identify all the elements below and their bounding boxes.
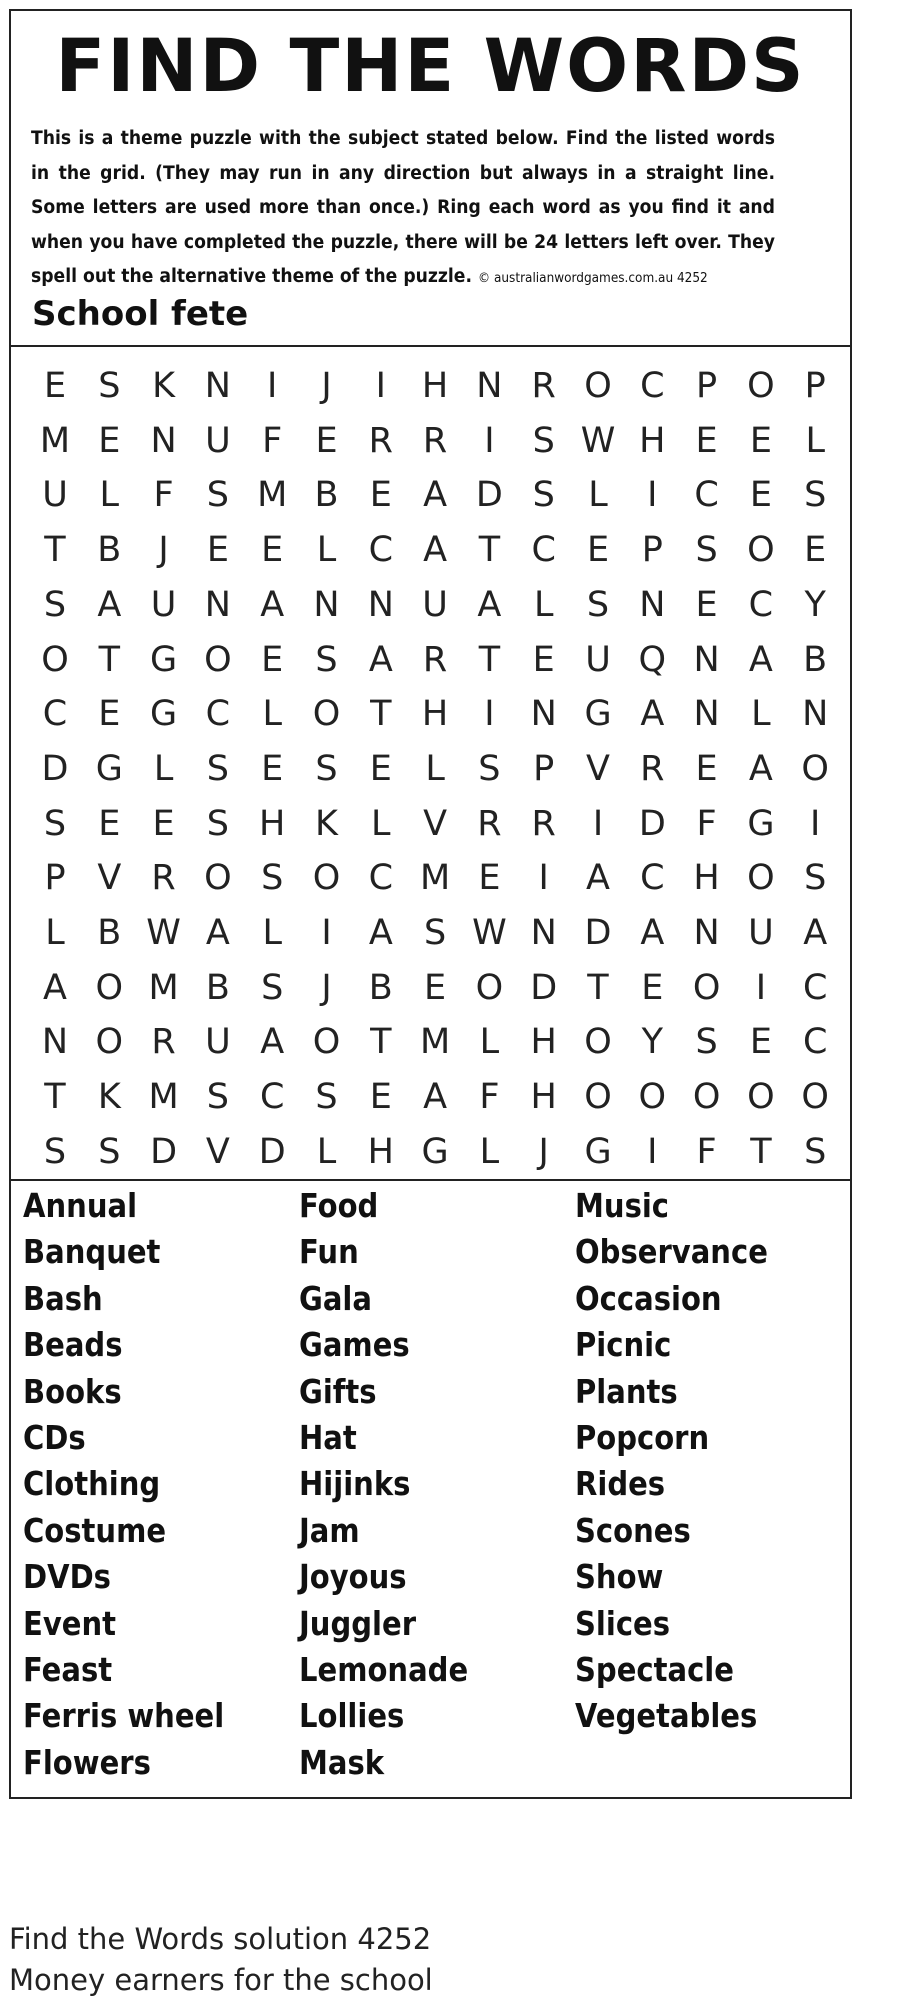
grid-letter[interactable]: G xyxy=(747,803,775,844)
grid-letter[interactable]: L xyxy=(99,475,120,516)
word-list-item: Fun xyxy=(299,1232,359,1272)
grid-letter[interactable]: P xyxy=(804,366,826,406)
grid-letter[interactable]: R xyxy=(151,858,176,899)
grid-letter[interactable]: H xyxy=(693,858,720,899)
grid-letter[interactable]: T xyxy=(44,530,66,571)
word-list-item: Games xyxy=(299,1325,410,1365)
grid-letter[interactable]: U xyxy=(150,584,177,625)
grid-letter[interactable]: A xyxy=(43,967,67,1008)
grid-letter[interactable]: H xyxy=(259,803,286,844)
grid-letter[interactable]: U xyxy=(205,420,231,461)
grid-letter[interactable]: J xyxy=(321,366,332,406)
grid-letter[interactable]: O xyxy=(312,1022,341,1063)
grid-letter[interactable]: H xyxy=(421,694,449,735)
grid-letter[interactable]: N xyxy=(41,1022,69,1063)
grid-letter[interactable]: U xyxy=(585,639,611,680)
word-list-item: Ferris wheel xyxy=(23,1696,225,1736)
grid-letter[interactable]: J xyxy=(321,967,332,1008)
grid-letter[interactable]: S xyxy=(695,530,718,571)
grid-letter[interactable]: O xyxy=(475,967,504,1008)
word-list-item: CDs xyxy=(23,1418,86,1457)
grid-letter[interactable]: A xyxy=(260,584,285,625)
grid-letter[interactable]: R xyxy=(531,803,556,844)
grid-letter[interactable]: S xyxy=(804,858,827,899)
grid-letter[interactable]: G xyxy=(584,1131,612,1172)
grid-letter[interactable]: A xyxy=(748,748,773,789)
grid-letter[interactable]: A xyxy=(586,858,610,899)
grid-letter[interactable]: K xyxy=(315,803,338,844)
grid-letter[interactable]: L xyxy=(533,584,554,625)
grid-letter[interactable]: S xyxy=(423,913,447,953)
grid-letter[interactable]: F xyxy=(262,420,283,461)
word-puzzle xyxy=(9,9,852,1799)
grid-letter[interactable]: B xyxy=(803,639,828,680)
grid-letter[interactable]: L xyxy=(371,803,391,844)
word-list-item: Mask xyxy=(299,1742,385,1782)
grid-letter[interactable]: S xyxy=(586,584,610,625)
grid-letter[interactable]: I xyxy=(375,366,386,406)
letter-grid xyxy=(20,346,830,1172)
word-list-item: Popcorn xyxy=(575,1418,710,1457)
grid-letter[interactable]: E xyxy=(98,803,121,844)
puzzle-title: FIND THE WORDS xyxy=(55,24,806,109)
word-list-item: Rides xyxy=(575,1464,666,1504)
grid-letter[interactable]: F xyxy=(153,475,174,516)
grid-letter[interactable]: I xyxy=(647,475,658,516)
grid-letter[interactable]: O xyxy=(41,639,69,680)
word-list-item: Gifts xyxy=(299,1371,377,1411)
grid-letter[interactable]: L xyxy=(588,475,608,516)
grid-letter[interactable]: E xyxy=(98,694,121,735)
grid-letter[interactable]: O xyxy=(584,366,612,406)
grid-letter[interactable]: S xyxy=(98,1131,121,1172)
grid-letter[interactable]: A xyxy=(640,694,665,735)
grid-letter[interactable]: S xyxy=(315,639,338,680)
grid-letter[interactable]: O xyxy=(204,639,232,680)
grid-letter[interactable]: C xyxy=(640,366,665,406)
solution-title: Find the Words solution 4252 xyxy=(9,1922,432,1956)
grid-letter[interactable]: G xyxy=(150,639,178,680)
word-list-item: Clothing xyxy=(23,1464,161,1504)
grid-letter[interactable]: C xyxy=(694,475,719,516)
grid-letter[interactable]: E xyxy=(749,420,772,461)
word-list-item: Books xyxy=(23,1371,122,1411)
grid-letter[interactable]: S xyxy=(43,1131,67,1172)
grid-letter[interactable]: E xyxy=(749,475,772,516)
grid-letter[interactable]: E xyxy=(261,639,284,680)
grid-letter[interactable]: N xyxy=(313,584,340,625)
grid-letter[interactable]: N xyxy=(476,366,503,406)
grid-letter[interactable]: H xyxy=(530,1077,557,1118)
grid-letter[interactable]: S xyxy=(206,803,229,844)
grid-letter[interactable]: S xyxy=(43,803,67,844)
grid-letter[interactable]: E xyxy=(424,967,447,1008)
grid-letter[interactable]: J xyxy=(158,530,169,571)
grid-letter[interactable]: G xyxy=(150,694,178,735)
grid-letter[interactable]: O xyxy=(747,1077,775,1118)
grid-letter[interactable]: B xyxy=(368,967,393,1008)
grid-letter[interactable]: V xyxy=(423,803,448,844)
grid-letter[interactable]: V xyxy=(205,1131,230,1172)
grid-letter[interactable]: L xyxy=(751,694,771,735)
grid-letter[interactable]: S xyxy=(315,1077,338,1118)
grid-letter[interactable]: O xyxy=(584,1077,612,1118)
grid-letter[interactable]: H xyxy=(639,420,666,461)
grid-letter[interactable]: S xyxy=(478,748,501,789)
solution-subtitle: Money earners for the school xyxy=(9,1963,433,1997)
grid-letter[interactable]: C xyxy=(802,967,828,1008)
grid-letter[interactable]: O xyxy=(312,858,341,899)
grid-letter[interactable]: E xyxy=(369,1077,392,1118)
word-list-divider xyxy=(11,1179,850,1181)
grid-letter[interactable]: U xyxy=(748,913,774,953)
grid-letter[interactable]: O xyxy=(204,858,232,899)
grid-letter[interactable]: O xyxy=(95,967,124,1008)
grid-letter[interactable]: M xyxy=(39,420,71,461)
grid-letter[interactable]: H xyxy=(530,1022,557,1063)
grid-letter[interactable]: O xyxy=(692,1077,721,1118)
grid-letter[interactable]: T xyxy=(44,1077,66,1118)
grid-letter[interactable]: A xyxy=(640,913,665,953)
word-list-item: Hat xyxy=(299,1418,357,1457)
grid-letter[interactable]: R xyxy=(531,366,556,406)
grid-letter[interactable]: I xyxy=(484,420,495,461)
grid-letter[interactable]: G xyxy=(95,748,123,789)
grid-letter[interactable]: B xyxy=(97,913,122,953)
grid-letter[interactable]: T xyxy=(750,1131,772,1172)
word-list-item: Observance xyxy=(575,1232,768,1272)
grid-letter[interactable]: E xyxy=(586,530,610,571)
grid-letter[interactable]: K xyxy=(152,366,176,406)
grid-letter[interactable]: O xyxy=(312,694,341,735)
word-list-item: Bash xyxy=(23,1278,103,1318)
grid-letter[interactable]: S xyxy=(261,967,284,1008)
grid-letter[interactable]: L xyxy=(316,1131,337,1172)
grid-letter[interactable]: E xyxy=(98,420,121,461)
instructions-text: This is a theme puzzle with the subject stated below. Find the listed words in the grid. (They may run in any direction but always in a straight line. Some letters are used more than once.) Ring each word as you find it and when you have completed the puzzle, there will be 24 letters left over. They spell out the alternative theme of the puzzle. xyxy=(31,128,775,287)
grid-letter[interactable]: O xyxy=(801,748,829,789)
word-list-item: Jam xyxy=(299,1510,360,1550)
grid-letter[interactable]: E xyxy=(804,530,827,571)
grid-letter[interactable]: M xyxy=(148,1077,179,1118)
word-list-item: Flowers xyxy=(23,1742,151,1782)
word-list-item: Juggler xyxy=(299,1603,417,1643)
grid-letter[interactable]: W xyxy=(472,913,507,953)
grid-letter[interactable]: R xyxy=(151,1022,176,1063)
grid-letter[interactable]: B xyxy=(97,530,122,571)
grid-letter[interactable]: R xyxy=(422,639,448,680)
grid-letter[interactable]: U xyxy=(422,584,448,625)
grid-letter[interactable]: S xyxy=(43,584,67,625)
grid-letter[interactable]: E xyxy=(152,803,175,844)
grid-letter[interactable]: I xyxy=(538,858,549,899)
grid-letter[interactable]: M xyxy=(419,858,451,899)
grid-letter[interactable]: A xyxy=(260,1022,285,1063)
grid-letter[interactable]: L xyxy=(45,913,65,953)
grid-letter[interactable]: I xyxy=(484,694,495,735)
grid-letter[interactable]: D xyxy=(258,1131,286,1172)
grid-letter[interactable]: N xyxy=(530,694,557,735)
grid-letter[interactable]: M xyxy=(419,1022,451,1063)
grid-letter[interactable]: D xyxy=(150,1131,178,1172)
grid-letter[interactable]: K xyxy=(97,1077,121,1118)
word-list-item: Lollies xyxy=(299,1696,405,1736)
word-list-item: Scones xyxy=(575,1510,691,1550)
word-list-item: Banquet xyxy=(23,1232,161,1272)
grid-letter[interactable]: P xyxy=(533,748,555,789)
grid-letter[interactable]: E xyxy=(478,858,501,899)
grid-letter[interactable]: G xyxy=(584,694,612,735)
grid-letter[interactable]: P xyxy=(696,366,718,406)
grid-letter[interactable]: E xyxy=(369,475,392,516)
grid-letter[interactable]: N xyxy=(693,639,720,680)
word-list-item: Feast xyxy=(23,1650,113,1689)
grid-letter[interactable]: E xyxy=(315,420,338,461)
grid-letter[interactable]: L xyxy=(479,1022,500,1063)
grid-letter[interactable]: C xyxy=(368,858,394,899)
grid-letter[interactable]: A xyxy=(423,1077,448,1118)
grid-letter[interactable]: E xyxy=(261,530,284,571)
grid-letter[interactable]: A xyxy=(803,913,828,953)
grid-letter[interactable]: O xyxy=(692,967,721,1008)
word-list-item: Annual xyxy=(23,1186,138,1225)
grid-letter[interactable]: Q xyxy=(638,639,667,680)
grid-letter[interactable]: E xyxy=(749,1022,772,1063)
grid-letter[interactable]: P xyxy=(641,530,663,571)
grid-letter[interactable]: L xyxy=(262,913,282,953)
grid-letter[interactable]: O xyxy=(95,1022,124,1063)
grid-letter[interactable]: S xyxy=(695,1022,718,1063)
grid-letter[interactable]: L xyxy=(262,694,282,735)
grid-letter[interactable]: I xyxy=(810,803,821,844)
grid-letter[interactable]: D xyxy=(41,748,69,789)
grid-letter[interactable]: E xyxy=(695,748,718,789)
grid-letter[interactable]: R xyxy=(477,803,502,844)
grid-letter[interactable]: M xyxy=(148,967,179,1008)
grid-letter[interactable]: L xyxy=(805,420,825,461)
grid-letter[interactable]: C xyxy=(368,530,394,571)
grid-letter[interactable]: S xyxy=(206,475,229,516)
word-list-item: Music xyxy=(575,1186,670,1225)
grid-letter[interactable]: E xyxy=(532,639,555,680)
grid-letter[interactable]: C xyxy=(205,694,231,735)
grid-letter[interactable]: C xyxy=(531,530,556,571)
grid-letter[interactable]: F xyxy=(696,1131,717,1172)
grid-letter[interactable]: A xyxy=(97,584,122,625)
grid-letter[interactable]: I xyxy=(321,913,332,953)
grid-letter[interactable]: C xyxy=(802,1022,828,1063)
grid-letter[interactable]: C xyxy=(640,858,665,899)
grid-letter[interactable]: M xyxy=(257,475,288,516)
grid-letter[interactable]: S xyxy=(315,748,338,789)
grid-letter[interactable]: T xyxy=(478,639,501,680)
grid-letter[interactable]: N xyxy=(693,913,720,953)
grid-letter[interactable]: E xyxy=(695,584,718,625)
grid-letter[interactable]: D xyxy=(475,475,503,516)
grid-letter[interactable]: L xyxy=(153,748,174,789)
grid-letter[interactable]: B xyxy=(314,475,339,516)
word-list-item: Lemonade xyxy=(299,1650,469,1689)
grid-letter[interactable]: O xyxy=(747,530,775,571)
grid-letter[interactable]: C xyxy=(748,584,774,625)
grid-letter[interactable]: S xyxy=(804,1131,827,1172)
grid-letter[interactable]: Y xyxy=(641,1022,663,1063)
grid-letter[interactable]: U xyxy=(42,475,68,516)
grid-letter[interactable]: A xyxy=(477,584,502,625)
grid-letter[interactable]: F xyxy=(696,803,717,844)
grid-letter[interactable]: L xyxy=(479,1131,500,1172)
grid-letter[interactable]: R xyxy=(368,420,393,461)
grid-letter[interactable]: T xyxy=(587,967,609,1008)
word-list-item: Costume xyxy=(23,1510,167,1550)
grid-letter[interactable]: W xyxy=(580,420,616,461)
grid-letter[interactable]: H xyxy=(367,1131,394,1172)
word-list-item: Occasion xyxy=(575,1278,722,1318)
grid-letter[interactable]: V xyxy=(586,748,610,789)
word-list-item: Vegetables xyxy=(575,1696,758,1736)
grid-letter[interactable]: A xyxy=(368,639,393,680)
grid-letter[interactable]: N xyxy=(367,584,394,625)
grid-letter[interactable]: E xyxy=(695,420,718,461)
grid-letter[interactable]: E xyxy=(641,967,664,1008)
grid-letter[interactable]: S xyxy=(206,748,229,789)
grid-letter[interactable]: S xyxy=(804,475,827,516)
grid-letter[interactable]: I xyxy=(592,803,604,844)
word-list-item: Slices xyxy=(575,1603,671,1643)
grid-letter[interactable]: V xyxy=(97,858,122,899)
grid-letter[interactable]: T xyxy=(98,639,120,680)
word-list-item: Show xyxy=(575,1557,664,1597)
grid-letter[interactable]: L xyxy=(316,530,337,571)
grid-letter[interactable]: E xyxy=(43,366,67,406)
grid-letter[interactable]: W xyxy=(146,913,181,953)
word-list-item: Hijinks xyxy=(299,1464,411,1504)
word-list-item: Joyous xyxy=(299,1557,407,1597)
word-list-item: Picnic xyxy=(575,1325,672,1365)
grid-letter[interactable]: O xyxy=(747,858,775,899)
grid-letter[interactable]: J xyxy=(538,1131,549,1172)
grid-letter[interactable]: T xyxy=(478,530,501,571)
grid-letter[interactable]: O xyxy=(584,1022,612,1063)
grid-letter[interactable]: R xyxy=(640,748,665,789)
grid-letter[interactable]: N xyxy=(150,420,177,461)
grid-letter[interactable]: A xyxy=(423,475,448,516)
grid-letter[interactable]: E xyxy=(261,748,284,789)
puzzle-instructions xyxy=(31,122,775,297)
grid-letter[interactable]: A xyxy=(368,913,393,953)
grid-letter[interactable]: S xyxy=(261,858,284,899)
grid-letter[interactable]: D xyxy=(584,913,612,953)
word-list-item: Beads xyxy=(23,1325,123,1365)
grid-letter[interactable]: O xyxy=(638,1077,667,1118)
grid-letter[interactable]: O xyxy=(801,1077,829,1118)
grid-letter[interactable]: O xyxy=(747,366,775,406)
grid-letter[interactable]: N xyxy=(204,366,231,406)
word-list-item: Food xyxy=(299,1186,379,1225)
word-list-item: Gala xyxy=(299,1278,372,1318)
grid-letter[interactable]: T xyxy=(370,1022,392,1063)
grid-letter[interactable]: C xyxy=(42,694,68,735)
grid-letter[interactable]: F xyxy=(479,1077,500,1118)
puzzle-header xyxy=(11,11,850,347)
grid-letter[interactable]: B xyxy=(205,967,230,1008)
grid-letter[interactable]: R xyxy=(422,420,448,461)
grid-letter[interactable]: G xyxy=(421,1131,449,1172)
grid-letter[interactable]: S xyxy=(98,366,121,406)
grid-letter[interactable]: E xyxy=(206,530,229,571)
grid-letter[interactable]: N xyxy=(693,694,720,735)
word-list-item: DVDs xyxy=(23,1557,111,1597)
grid-letter[interactable]: E xyxy=(369,748,392,789)
grid-letter[interactable]: L xyxy=(425,748,445,789)
grid-letter[interactable]: C xyxy=(259,1077,285,1118)
copyright-text: © australianwordgames.com.au 4252 xyxy=(478,271,708,286)
grid-letter[interactable]: A xyxy=(423,530,448,571)
grid-letter[interactable]: S xyxy=(206,1077,229,1118)
grid-letter[interactable]: D xyxy=(530,967,558,1008)
grid-letter[interactable]: Y xyxy=(804,584,826,625)
grid-letter[interactable]: P xyxy=(44,858,66,899)
puzzle-theme: School fete xyxy=(32,294,249,334)
word-list-item: Plants xyxy=(575,1371,678,1411)
grid-letter[interactable]: U xyxy=(205,1022,231,1063)
grid-letter[interactable]: N xyxy=(530,913,557,953)
grid-letter[interactable]: D xyxy=(638,803,666,844)
word-list-item: Spectacle xyxy=(575,1650,734,1689)
grid-letter[interactable]: N xyxy=(802,694,829,735)
grid-letter[interactable]: S xyxy=(532,420,555,461)
grid-letter[interactable]: A xyxy=(205,913,230,953)
word-list-item: Event xyxy=(23,1603,117,1643)
grid-letter[interactable]: I xyxy=(267,366,278,406)
grid-letter[interactable]: H xyxy=(421,366,449,406)
grid-letter[interactable]: I xyxy=(647,1131,658,1172)
grid-letter[interactable]: N xyxy=(204,584,231,625)
grid-letter[interactable]: A xyxy=(748,639,773,680)
grid-letter[interactable]: T xyxy=(370,694,392,735)
grid-letter[interactable]: I xyxy=(755,967,767,1008)
grid-letter[interactable]: S xyxy=(532,475,555,516)
grid-letter[interactable]: N xyxy=(639,584,666,625)
